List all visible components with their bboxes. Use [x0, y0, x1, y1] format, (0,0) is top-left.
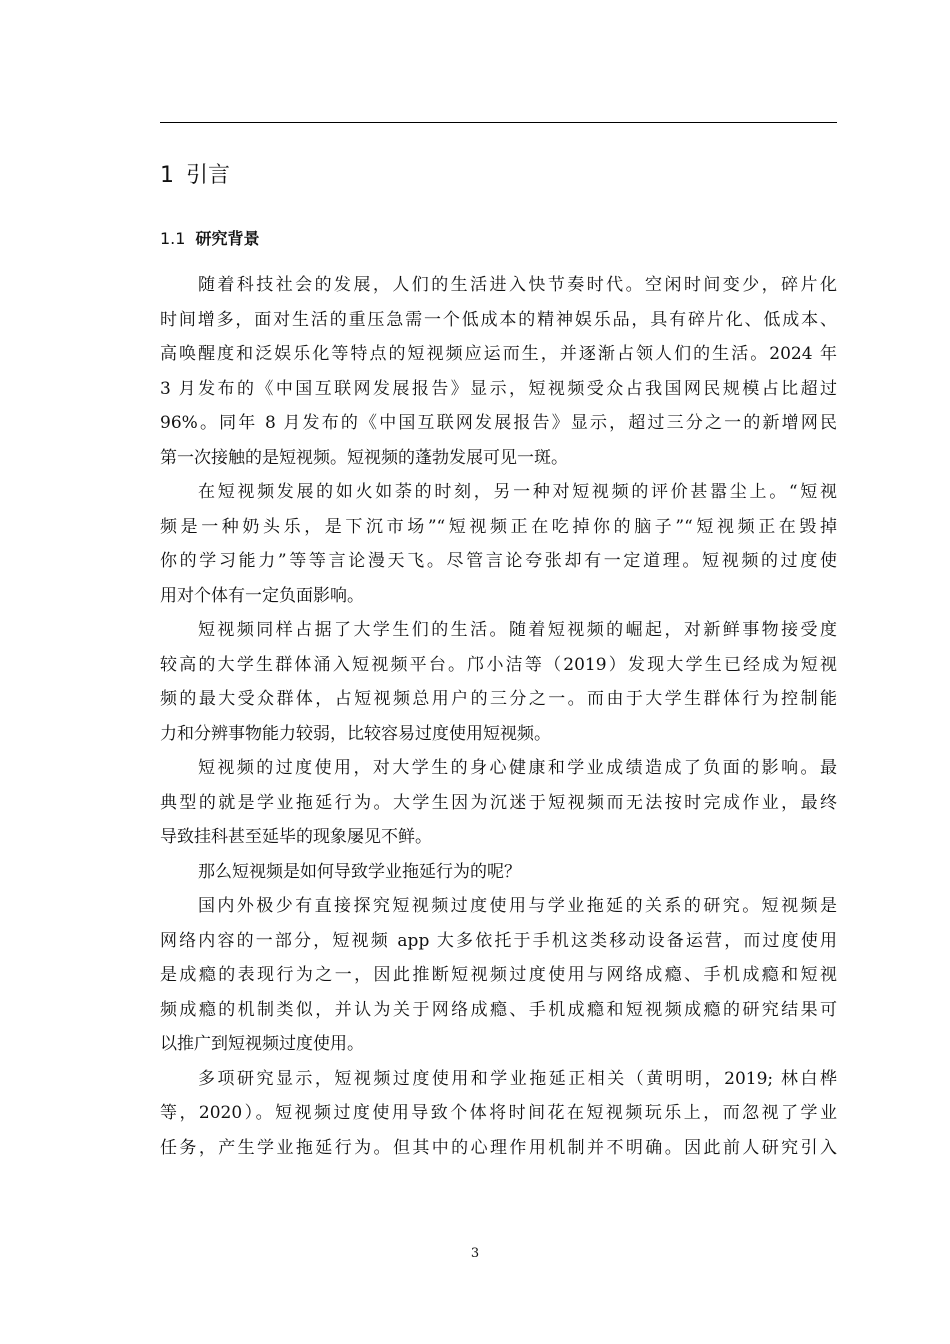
paragraph-line: 3 月发布的《中国互联网发展报告》显示，短视频受众占我国网民规模占比超过 — [160, 378, 837, 399]
paragraph — [160, 751, 837, 855]
paragraph-line: 频的最大受众群体，占短视频总用户的三分之一。而由于大学生群体行为控制能 — [160, 689, 837, 709]
paragraph-line: 短视频同样占据了大学生们的生活。随着短视频的崛起，对新鲜事物接受度 — [198, 620, 837, 640]
paragraph-line: 用对个体有一定负面影响。 — [160, 585, 364, 606]
paragraph — [160, 855, 837, 890]
paragraph-line: 频是一种奶头乐，是下沉市场”“短视频正在吃掉你的脑子”“短视频正在毁掉 — [160, 516, 837, 537]
paragraph-line: 短视频的过度使用，对大学生的身心健康和学业成绩造成了负面的影响。最 — [198, 758, 837, 778]
subsection-number: 1.1 — [160, 229, 186, 248]
section-title: 引言 — [186, 163, 231, 188]
paragraph — [160, 613, 837, 751]
paragraph-line: 频成瘾的机制类似，并认为关于网络成瘾、手机成瘾和短视频成瘾的研究结果可 — [160, 999, 837, 1020]
paragraph-line: 国内外极少有直接探究短视频过度使用与学业拖延的关系的研究。短视频是 — [198, 896, 837, 916]
paragraph-line: 网络内容的一部分，短视频 app 大多依托于手机这类移动设备运营，而过度使用 — [160, 930, 837, 951]
page-number: 3 — [470, 1246, 480, 1261]
body-text — [160, 268, 837, 1165]
paragraph-line: 随着科技社会的发展，人们的生活进入快节奏时代。空闲时间变少，碎片化 — [198, 275, 837, 295]
paragraph-line: 是成瘾的表现行为之一，因此推断短视频过度使用与网络成瘾、手机成瘾和短视 — [160, 965, 837, 985]
paragraph-line: 较高的大学生群体涌入短视频平台。邝小洁等（2019）发现大学生已经成为短视 — [160, 654, 837, 675]
paragraph-line: 高唤醒度和泛娱乐化等特点的短视频应运而生，并逐渐占领人们的生活。2024 年 — [160, 344, 837, 364]
paragraph — [160, 475, 837, 613]
paragraph-line: 在短视频发展的如火如荼的时刻，另一种对短视频的评价甚嚣尘上。“短视 — [198, 482, 837, 502]
subsection-heading — [160, 226, 259, 252]
paragraph-line: 第一次接触的是短视频。短视频的蓬勃发展可见一斑。 — [160, 447, 568, 468]
paragraph-line: 以推广到短视频过度使用。 — [160, 1034, 364, 1054]
section-number: 1 — [160, 163, 174, 188]
paragraph-line: 等，2020）。短视频过度使用导致个体将时间花在短视频玩乐上，而忽视了学业 — [160, 1103, 837, 1123]
section-heading-1 — [160, 160, 230, 192]
paragraph-line: 96%。同年 8 月发布的《中国互联网发展报告》显示，超过三分之一的新增网民 — [160, 413, 837, 433]
header-rule — [160, 122, 837, 123]
paragraph-line: 典型的就是学业拖延行为。大学生因为沉迷于短视频而无法按时完成作业，最终 — [160, 792, 837, 813]
paragraph — [160, 268, 837, 475]
paragraph — [160, 889, 837, 1062]
paragraph-line: 你的学习能力”等等言论漫天飞。尽管言论夸张却有一定道理。短视频的过度使 — [160, 551, 837, 571]
paragraph — [160, 1062, 837, 1166]
paragraph-line: 导致挂科甚至延毕的现象屡见不鲜。 — [160, 827, 432, 847]
paragraph-line: 多项研究显示，短视频过度使用和学业拖延正相关（黄明明，2019; 林白桦 — [198, 1068, 837, 1089]
paragraph-line: 那么短视频是如何导致学业拖延行为的呢？ — [198, 861, 521, 882]
paragraph-line: 力和分辨事物能力较弱，比较容易过度使用短视频。 — [160, 723, 551, 744]
paragraph-line: 时间增多，面对生活的重压急需一个低成本的精神娱乐品，具有碎片化、低成本、 — [160, 309, 837, 330]
paragraph-line: 任务，产生学业拖延行为。但其中的心理作用机制并不明确。因此前人研究引入 — [160, 1137, 837, 1158]
subsection-title: 研究背景 — [195, 229, 260, 248]
